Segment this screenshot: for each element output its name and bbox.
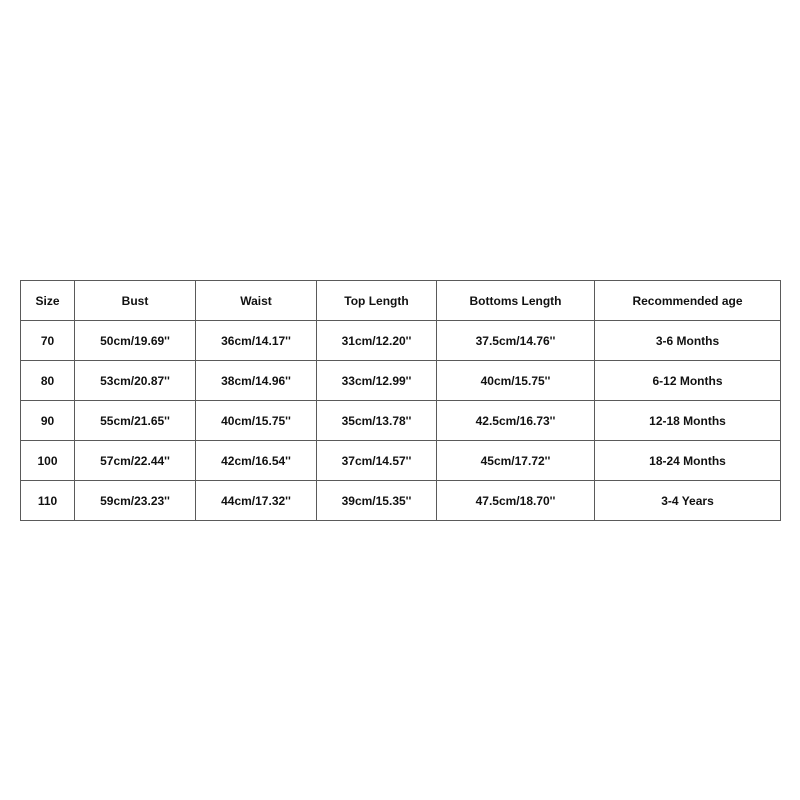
cell-size: 80 (21, 361, 75, 401)
table-row (21, 361, 781, 401)
cell-top-length: 39cm/15.35'' (317, 481, 437, 521)
cell-top-length: 31cm/12.20'' (317, 321, 437, 361)
cell-size: 100 (21, 441, 75, 481)
header-size: Size (21, 281, 75, 321)
table-row (21, 481, 781, 521)
table-row (21, 321, 781, 361)
header-top-length: Top Length (317, 281, 437, 321)
header-waist: Waist (196, 281, 317, 321)
cell-bottoms-length: 42.5cm/16.73'' (437, 401, 595, 441)
cell-bottoms-length: 37.5cm/14.76'' (437, 321, 595, 361)
table-row (21, 441, 781, 481)
header-bust: Bust (75, 281, 196, 321)
cell-bust: 55cm/21.65'' (75, 401, 196, 441)
cell-waist: 42cm/16.54'' (196, 441, 317, 481)
cell-bottoms-length: 40cm/15.75'' (437, 361, 595, 401)
cell-recommended-age: 3-6 Months (595, 321, 781, 361)
cell-top-length: 37cm/14.57'' (317, 441, 437, 481)
header-recommended-age: Recommended age (595, 281, 781, 321)
cell-size: 70 (21, 321, 75, 361)
cell-recommended-age: 12-18 Months (595, 401, 781, 441)
table-row (21, 401, 781, 441)
header-bottoms-length: Bottoms Length (437, 281, 595, 321)
size-chart-table (20, 280, 781, 521)
cell-bust: 57cm/22.44'' (75, 441, 196, 481)
cell-size: 90 (21, 401, 75, 441)
cell-bust: 59cm/23.23'' (75, 481, 196, 521)
cell-top-length: 35cm/13.78'' (317, 401, 437, 441)
cell-recommended-age: 6-12 Months (595, 361, 781, 401)
cell-waist: 36cm/14.17'' (196, 321, 317, 361)
cell-bottoms-length: 45cm/17.72'' (437, 441, 595, 481)
cell-bust: 53cm/20.87'' (75, 361, 196, 401)
cell-recommended-age: 18-24 Months (595, 441, 781, 481)
cell-recommended-age: 3-4 Years (595, 481, 781, 521)
cell-waist: 38cm/14.96'' (196, 361, 317, 401)
cell-top-length: 33cm/12.99'' (317, 361, 437, 401)
table-header-row (21, 281, 781, 321)
cell-waist: 44cm/17.32'' (196, 481, 317, 521)
cell-waist: 40cm/15.75'' (196, 401, 317, 441)
cell-size: 110 (21, 481, 75, 521)
cell-bottoms-length: 47.5cm/18.70'' (437, 481, 595, 521)
cell-bust: 50cm/19.69'' (75, 321, 196, 361)
